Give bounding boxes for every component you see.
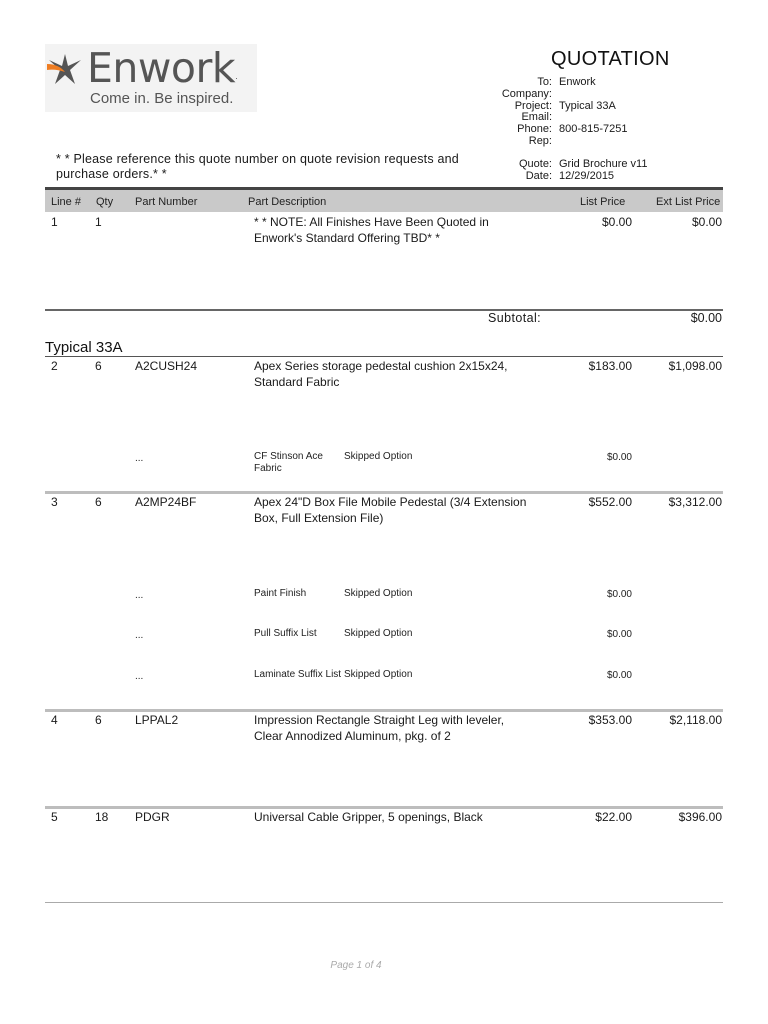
row-qty: 6 [95,495,102,509]
value-phone: 800-815-7251 [559,123,628,136]
section-divider [45,356,723,357]
row-line-number: 2 [51,359,58,373]
row-description: Universal Cable Gripper, 5 openings, Black [254,810,483,824]
subtotal-label: Subtotal: [488,311,541,325]
row-part-number: LPPAL2 [135,713,179,727]
row-description: * * NOTE: All Finishes Have Been Quoted in Enwork's Standard Offering TBD* * [254,215,489,245]
value-company [559,89,729,101]
value-date: 12/29/2015 [559,170,615,182]
enwork-logo [45,44,257,112]
row-line-number: 1 [51,215,58,229]
value-project: Typical 33A [559,99,616,112]
row-ext-price: $2,118.00 [669,713,722,727]
quote-labels [460,158,552,182]
row-line-number: 5 [51,810,58,824]
row-ext-price: $396.00 [678,810,722,824]
document-title: QUOTATION [551,48,670,70]
row-ext-price: $1,098.00 [668,359,722,373]
subtotal-value: $0.00 [690,311,722,325]
row-list-price: $353.00 [588,713,632,727]
table-end-divider [45,902,723,903]
option-name: Paint Finish [254,588,307,599]
row-part-number: PDGR [135,810,170,824]
row-line-number: 4 [51,713,58,727]
option-price: $0.00 [606,589,632,600]
row-ext-price: $0.00 [691,215,722,229]
quote-values [559,158,729,182]
row-qty: 1 [95,215,102,229]
option-price: $0.00 [606,670,632,681]
label-project: Project: [514,99,552,112]
row-qty: 6 [95,359,102,373]
row-part-number: A2CUSH24 [135,359,198,373]
option-price: $0.00 [606,452,632,463]
row-qty: 6 [95,713,102,727]
label-phone: Phone: [517,123,552,136]
section-title: Typical 33A [45,339,123,356]
header-line: Line # [51,196,81,208]
row-list-price: $0.00 [601,215,632,229]
table-header [45,187,723,212]
enwork-star-icon [45,50,85,90]
recipient-labels [460,77,552,148]
option-marker: ... [135,671,144,682]
value-quote: Grid Brochure v11 [559,158,648,170]
quote-reference-notice: * * Please reference this quote number on quote revision requests and purchase orders.* * [56,152,459,181]
option-marker: ... [135,590,144,601]
recipient-values [559,77,729,148]
option-marker: ... [135,630,144,641]
label-date: Date: [525,170,552,182]
row-list-price: $22.00 [595,810,632,824]
option-marker: ... [135,453,144,464]
row-list-price: $183.00 [588,359,632,373]
option-price: $0.00 [606,629,632,640]
value-to: Enwork [559,76,596,88]
label-rep: Rep: [528,134,552,147]
label-to: To: [537,76,552,88]
label-company: Company: [501,87,552,100]
row-ext-price: $3,312.00 [668,495,722,509]
option-name: Laminate Suffix List [254,669,342,680]
row-list-price: $552.00 [588,495,632,509]
row-description: Impression Rectangle Straight Leg with leveler, Clear Annodized Aluminum, pkg. of 2 [254,713,505,743]
header-qty: Qty [96,196,114,208]
label-email: Email: [521,111,552,124]
option-status: Skipped Option [344,669,413,680]
option-status: Skipped Option [344,628,413,639]
option-name: CF Stinson Ace Fabric [254,451,323,474]
logo-tagline: Come in. Be inspired. [90,90,234,107]
option-status: Skipped Option [344,588,413,599]
row-description: Apex Series storage pedestal cushion 2x15x24, Standard Fabric [254,359,508,389]
header-ext-list-price: Ext List Price [656,196,721,208]
option-name: Pull Suffix List [254,628,317,639]
label-quote: Quote: [518,158,552,170]
row-part-number: A2MP24BF [135,495,197,509]
logo-wordmark: Enwork. [87,44,238,92]
row-line-number: 3 [51,495,58,509]
row-description: Apex 24"D Box File Mobile Pedestal (3/4 Extension Box, Full Extension File) [254,495,527,525]
value-rep [559,136,729,148]
row-qty: 18 [95,810,109,824]
header-part-number: Part Number [135,196,198,208]
header-part-description: Part Description [248,196,327,208]
option-status: Skipped Option [344,451,413,462]
header-list-price: List Price [580,196,626,208]
page-footer: Page 1 of 4 [330,960,382,971]
